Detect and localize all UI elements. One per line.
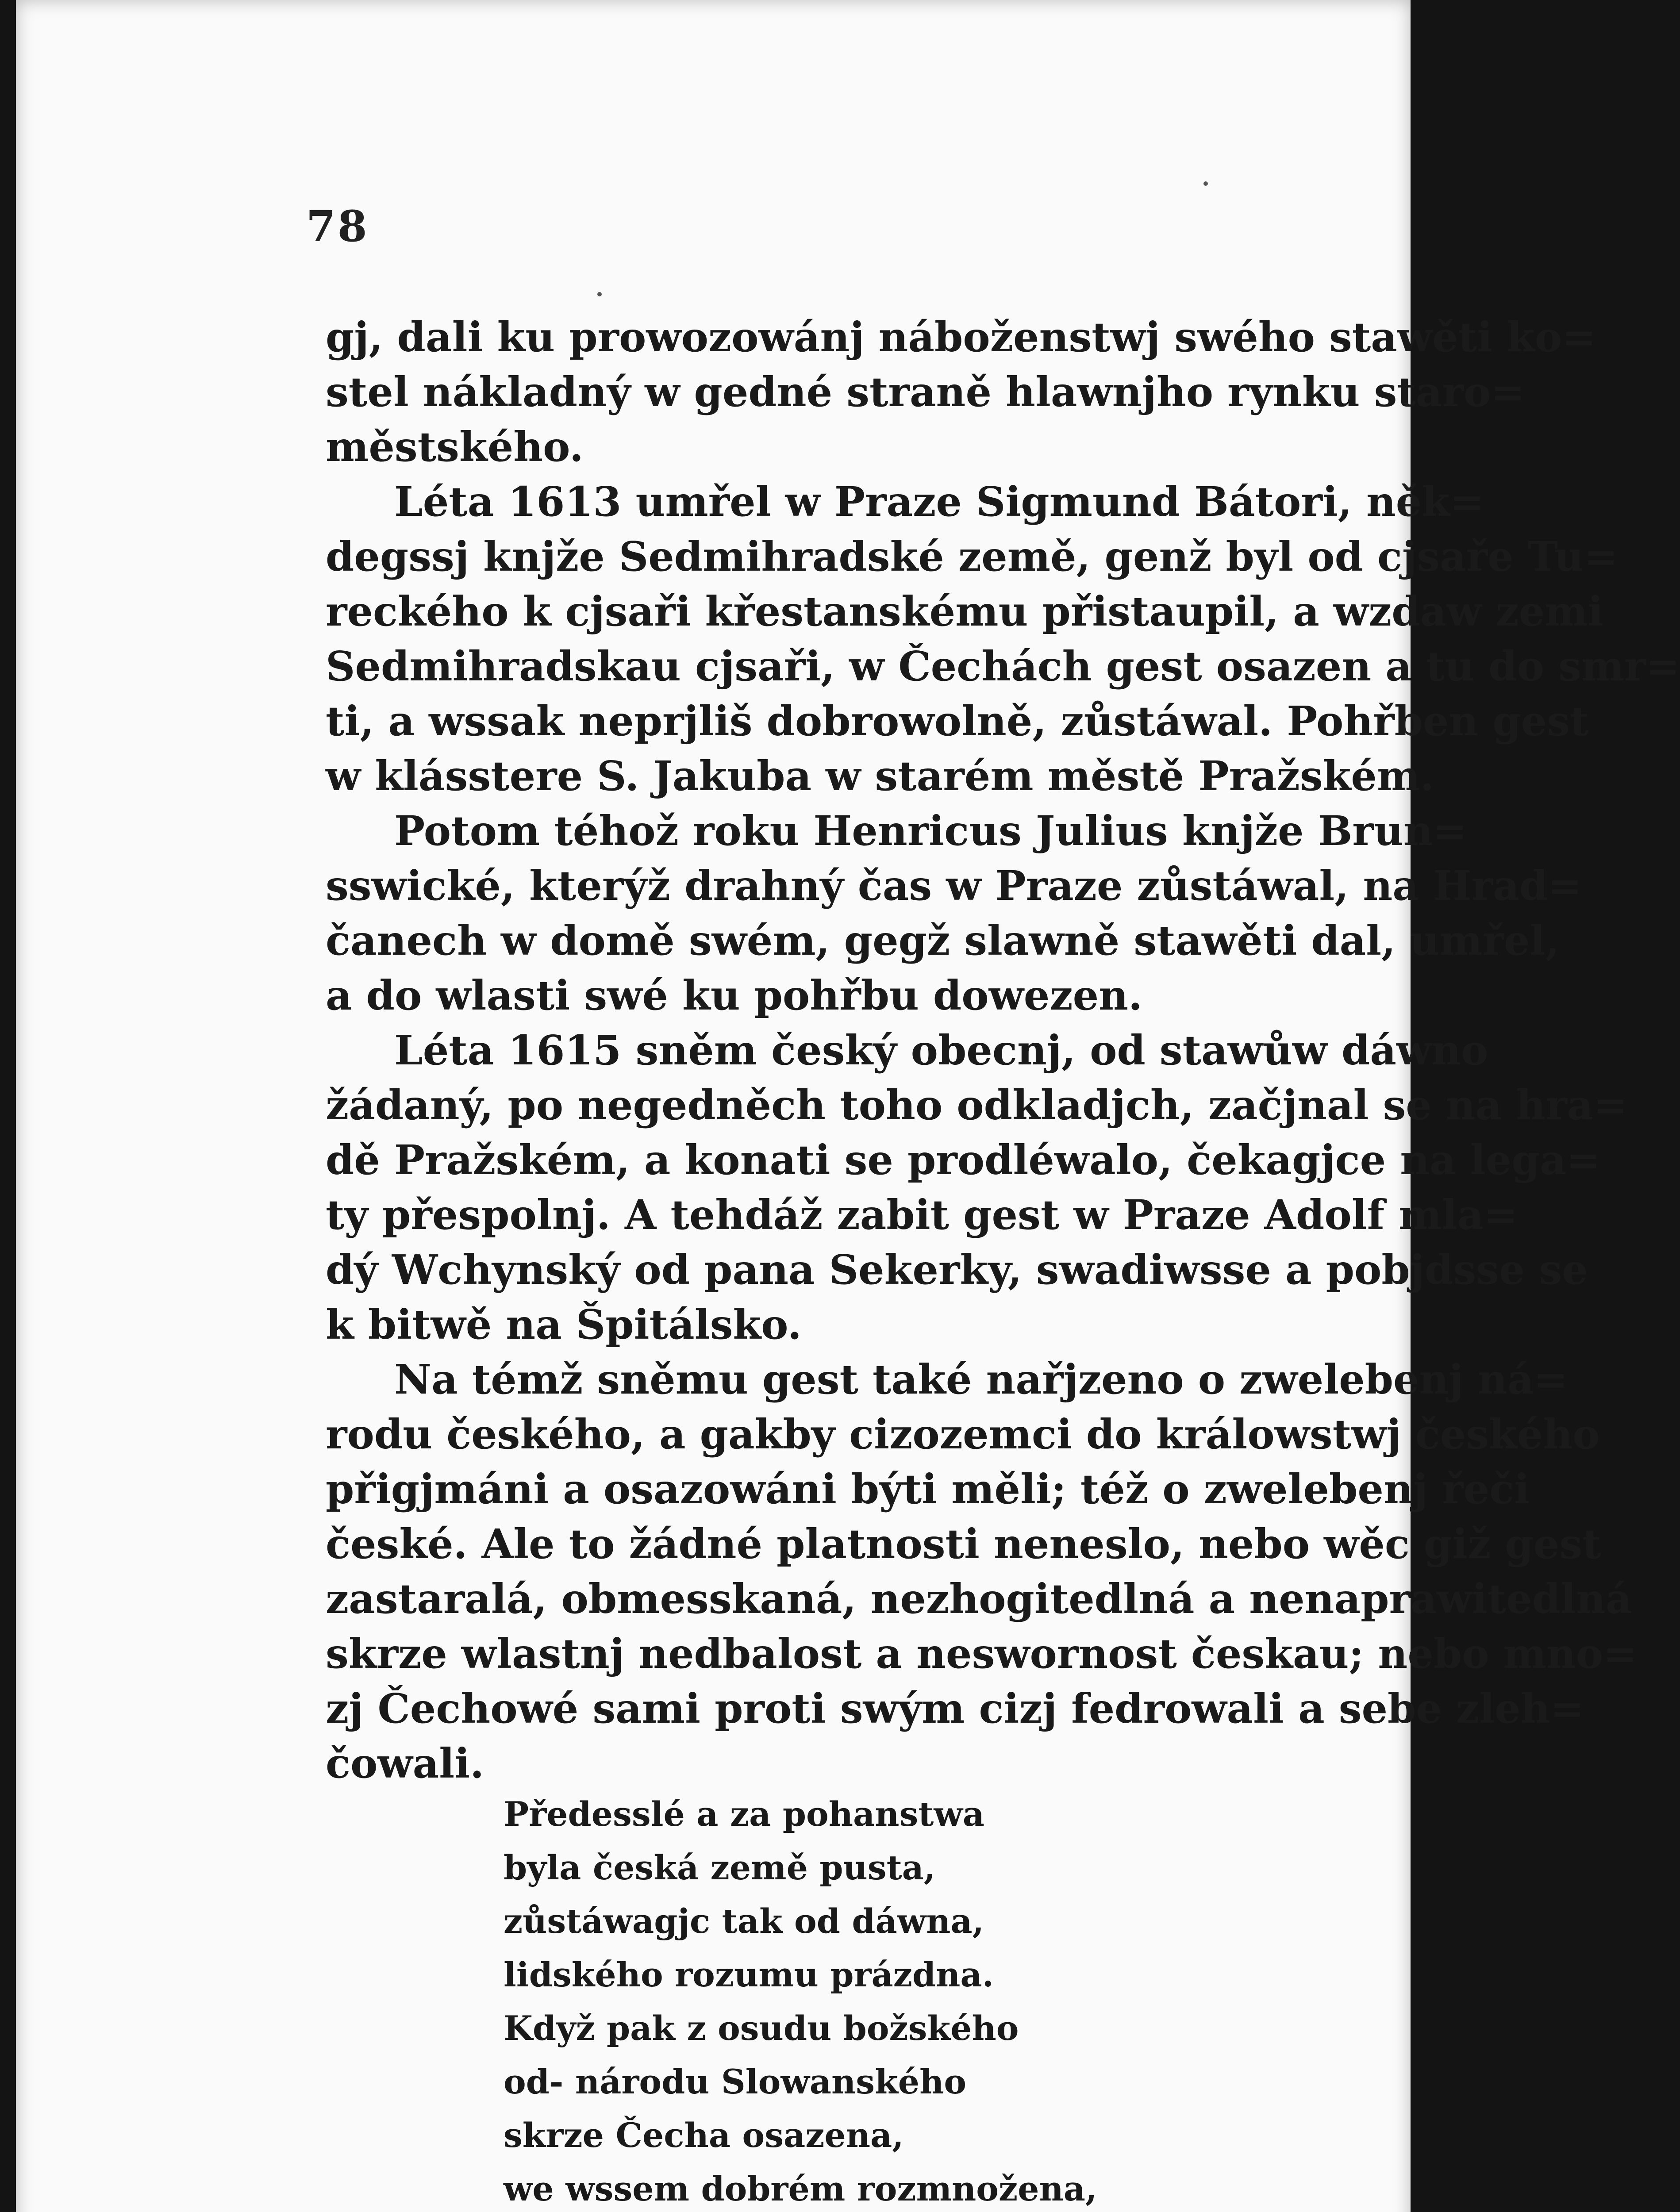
text-line: Na témž sněmu gest také nařjzeno o zwelebenj ná= [394,1356,1568,1403]
text-line: zj Čechowé sami proti swým cizj fedrowali a sebe zleh= [326,1685,1584,1732]
text-line: skrze wlastnj nedbalost a neswornost českau; nebo mno= [326,1630,1638,1678]
text-line: dě Pražském, a konati se prodléwalo, čekagjce na lega= [326,1136,1601,1184]
page-number: 78 [306,201,369,251]
text-line: Léta 1613 umřel w Praze Sigmund Bátori, něk= [394,478,1484,526]
text-line: reckého k cjsaři křestanskému přistaupil, a wzdaw zemi [326,588,1603,635]
text-line: w klásstere S. Jakuba w starém městě Pražském. [326,752,1434,800]
poem-block [504,1787,1101,2212]
poem-line: od- národu Slowanského [504,2062,967,2101]
text-line: degssj knjže Sedmihradské země, genž byl od cjsaře Tu= [326,533,1618,580]
text-line: žádaný, po negedněch toho odkladjch, začjnal se na hra= [326,1081,1628,1129]
text-line: čowali. [326,1740,484,1787]
text-line: Sedmihradskau cjsaři, w Čechách gest osazen a tu do smr= [326,642,1680,690]
text-line: zastaralá, obmesskaná, nezhogitedlná a nenaprawitedlná [326,1575,1632,1623]
text-line: k bitwě na Špitálsko. [326,1301,802,1348]
text-line: ti, a wssak neprjliš dobrowolně, zůstáwal. Pohřben gest [326,697,1589,745]
text-line: české. Ale to žádné platnosti neneslo, nebo wěc giž gest [326,1520,1601,1568]
text-line: čanech w domě swém, gegž slawně stawěti dal, umřel, [326,917,1560,964]
prose-block [326,310,1680,1791]
text-line: Léta 1615 sněm český obecnj, od stawůw dáwno [394,1026,1488,1074]
text-line: stel nákladný w gedné straně hlawnjho rynku staro= [326,368,1525,416]
poem-line: we wssem dobrém rozmnožena, [504,2169,1097,2208]
poem-line: skrze Čecha osazena, [504,2116,904,2155]
text-line: rodu českého, a gakby cizozemci do králowstwj českého [326,1410,1600,1458]
poem-line: byla česká země pusta, [504,1848,936,1887]
poem-line: lidského rozumu prázdna. [504,1955,994,1994]
text-line: gj, dali ku prowozowánj náboženstwj swého stawěti ko= [326,313,1596,361]
text-line: přigjmáni a osazowáni býti měli; též o zwelebenj řeči [326,1465,1530,1513]
poem-line: Předesslé a za pohanstwa [504,1794,985,1834]
text-line: a do wlasti swé ku pohřbu dowezen. [326,972,1143,1019]
ink-speck [1203,181,1208,186]
poem-line: zůstáwagjc tak od dáwna, [504,1901,984,1941]
poem-line: Když pak z osudu božského [504,2008,1019,2048]
text-line: ty přespolnj. A tehdáž zabit gest w Praze Adolf mla= [326,1191,1518,1239]
text-line: Potom téhož roku Henricus Julius knjže Brun= [394,807,1467,855]
text-line: sswické, kterýž drahný čas w Praze zůstáwal, na Hrad= [326,862,1582,910]
ink-speck [597,292,602,296]
text-line: dý Wchynský od pana Sekerky, swadiwsse a pobjdsse se [326,1246,1588,1294]
book-page [16,0,1680,2212]
text-line: městského. [326,423,584,471]
